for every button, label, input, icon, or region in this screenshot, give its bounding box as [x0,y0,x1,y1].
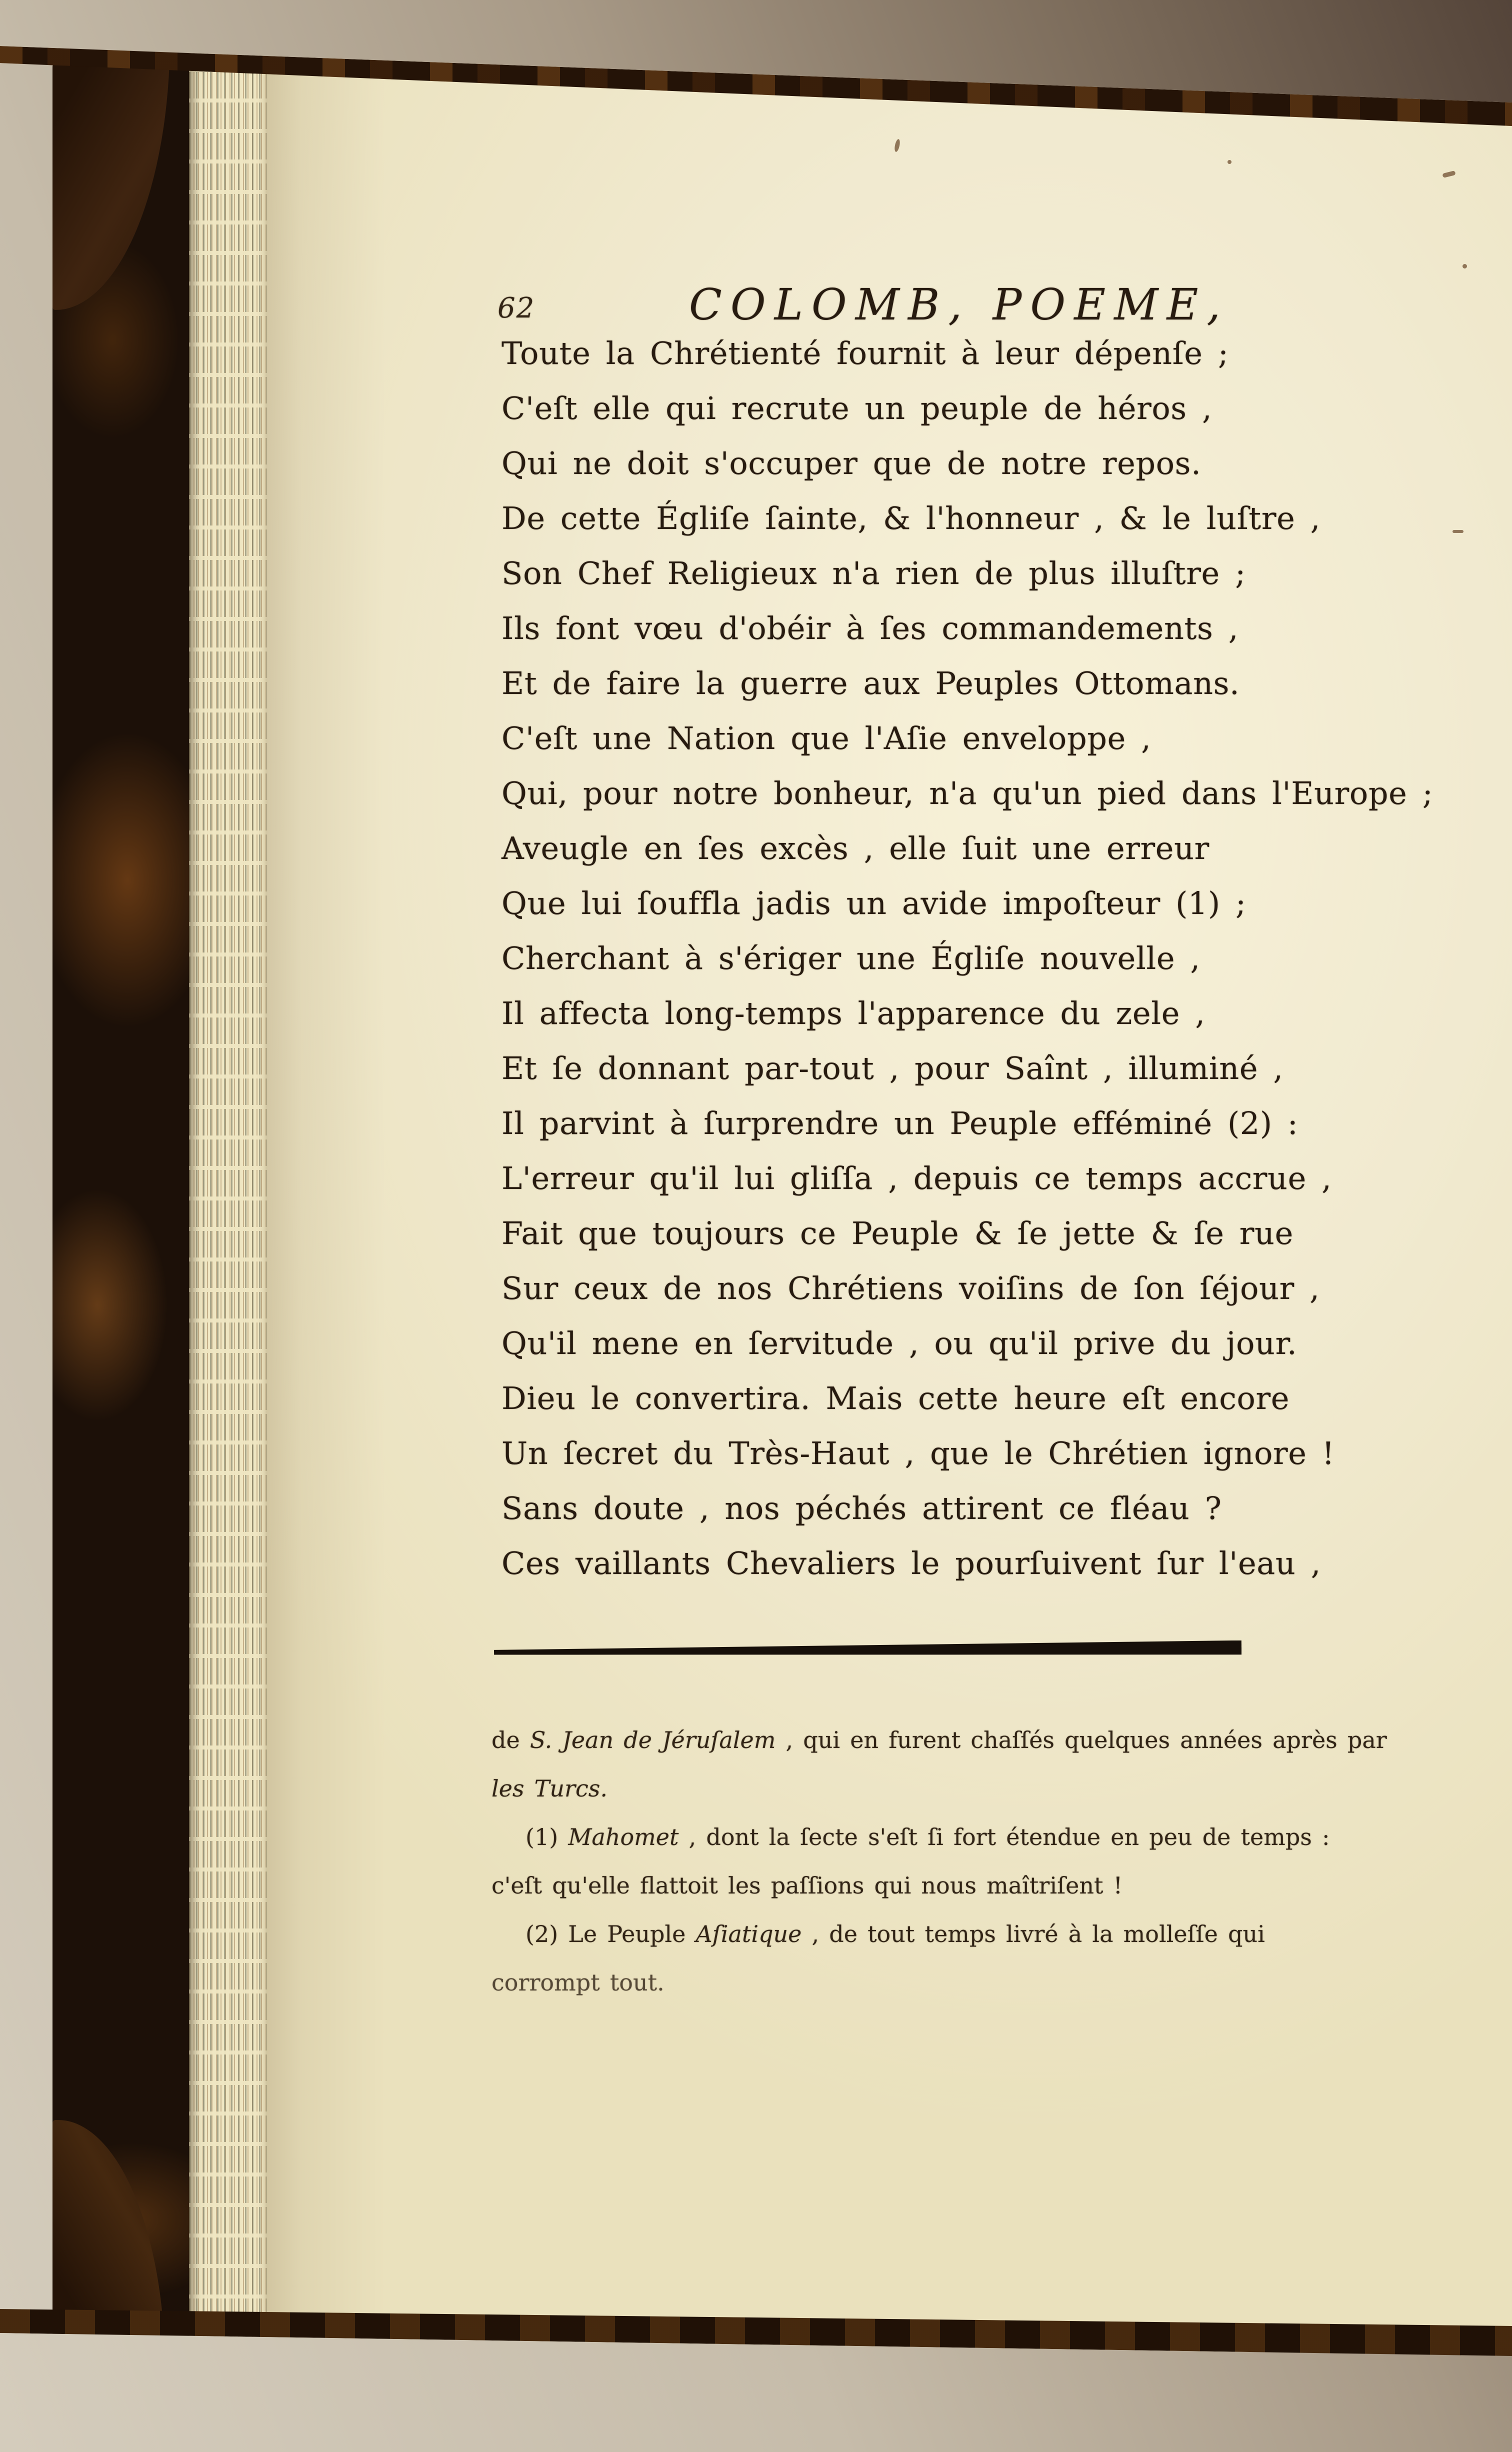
footnote-line: c'eſt qu'elle flattoit les paſſions qui nous maîtriſent ! [492,1872,1123,1899]
poem-line: Son Chef Religieux n'a rien de plus illuſtre ; [502,555,1246,592]
poem-line: Et de faire la guerre aux Peuples Ottomans. [502,665,1240,702]
poem-line: Un ſecret du Très-Haut , que le Chrétien ignore ! [502,1435,1335,1472]
page-title: COLOMB, POEME, [689,280,1229,330]
poem-line: L'erreur qu'il lui gliſſa , depuis ce temps accrue , [502,1160,1332,1196]
footnote-line: corrompt tout. [492,1969,664,1996]
poem-line: Sans doute , nos péchés attirent ce fléau ? [502,1490,1222,1526]
poem-line: Il parvint à ſurprendre un Peuple efféminé (2) : [502,1105,1298,1142]
poem-line: Cherchant à s'ériger une Égliſe nouvelle , [502,940,1200,976]
poem-line: Fait que toujours ce Peuple & ſe jette & ſe rue [502,1215,1294,1252]
poem-line: De cette Égliſe ſainte, & l'honneur , & le luſtre , [502,500,1320,536]
poem-line: Et ſe donnant par-tout , pour Saînt , illuminé , [502,1050,1284,1086]
dust-speck [894,138,900,152]
poem-line: Dieu le convertira. Mais cette heure eſt encore [502,1380,1290,1416]
dust-speck [1462,264,1467,268]
poem-line: C'eſt elle qui recrute un peuple de héros , [502,390,1212,426]
poem-line: Sur ceux de nos Chrétiens voiſins de ſon ſéjour , [502,1270,1320,1306]
footnote-line: (2) Le Peuple Aſiatique , de tout temps livré à la molleſſe qui [526,1920,1265,1948]
poem-line: Aveugle en ſes excès , elle ſuit une erreur [502,830,1210,866]
poem-line: Ils font vœu d'obéir à ſes commandements , [502,610,1239,646]
poem-text [502,326,1482,1591]
poem-line: Il affecta long-temps l'apparence du zele , [502,995,1206,1032]
book-page [266,46,1512,2352]
dust-speck [1442,170,1456,178]
dust-speck [1452,530,1464,533]
poem-line: Ces vaillants Chevaliers le pourſuivent ſur l'eau , [502,1545,1321,1582]
poem-line: Que lui ſouffla jadis un avide impoſteur (1) ; [502,885,1246,922]
footnote-line: de S. Jean de Jéruſalem , qui en furent chaſſés quelques années après par [492,1726,1387,1754]
poem-line: Qui ne doit s'occuper que de notre repos. [502,445,1202,482]
poem-line: C'eſt une Nation que l'Aſie enveloppe , [502,720,1152,756]
poem-line: Qu'il mene en ſervitude , ou qu'il prive du jour. [502,1325,1298,1362]
page-number: 62 [498,292,536,324]
footnotes [492,1716,1482,2007]
footnote-line: (1) Mahomet , dont la ſecte s'eſt ſi fort étendue en peu de temps : [526,1824,1330,1850]
poem-line: Qui, pour notre bonheur, n'a qu'un pied dans l'Europe ; [502,775,1434,812]
footnote-rule [494,1640,1242,1659]
dust-speck [1228,160,1232,164]
poem-line: Toute la Chrétienté fournit à leur dépenſe ; [502,335,1229,372]
footnote-line: les Turcs. [492,1775,608,1802]
page-edge-stack [189,52,268,2342]
